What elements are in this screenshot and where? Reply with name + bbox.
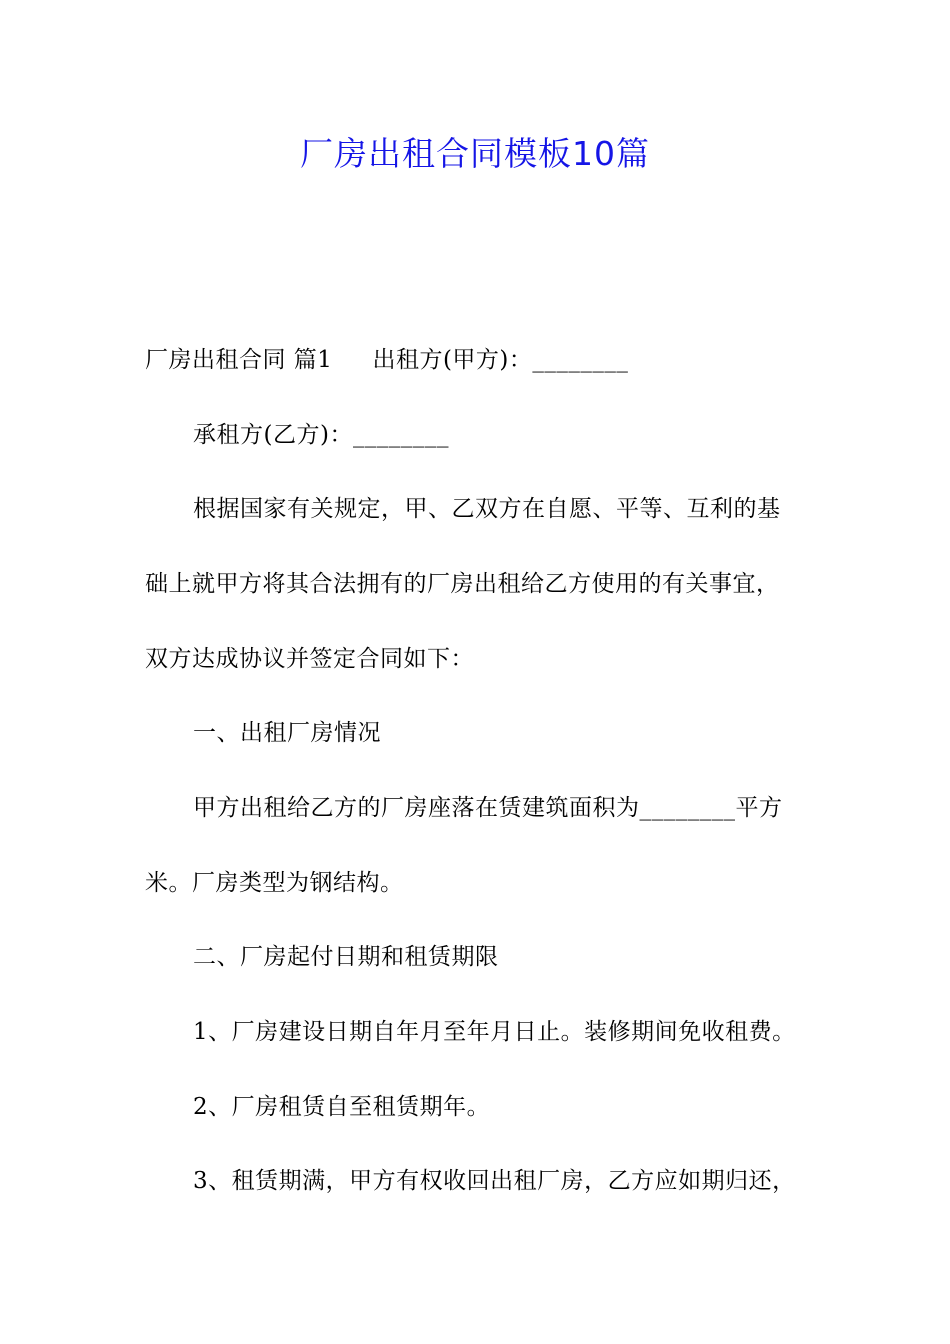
- section-heading: 一、出租厂房情况: [193, 720, 381, 746]
- section-label: 厂房出租合同 篇1: [145, 347, 333, 373]
- heading-line: [145, 340, 628, 380]
- document-title: 厂房出租合同模板10篇: [300, 134, 650, 173]
- lessee-line: 承租方(乙方)：________: [193, 422, 449, 448]
- paragraph-line: 根据国家有关规定，甲、乙双方在自愿、平等、互利的基: [193, 496, 781, 522]
- paragraph-line: 础上就甲方将其合法拥有的厂房出租给乙方使用的有关事宜，: [145, 571, 780, 597]
- paragraph-line: 甲方出租给乙方的厂房座落在赁建筑面积为________平方: [193, 795, 783, 821]
- lessor-line: 出租方(甲方)：________: [372, 347, 629, 373]
- list-item: 2、厂房租赁自至租赁期年。: [193, 1094, 491, 1120]
- list-item: 1、厂房建设日期自年月至年月日止。装修期间免收租费。: [193, 1019, 796, 1045]
- list-item: 3、租赁期满，甲方有权收回出租厂房，乙方应如期归还，: [193, 1168, 796, 1194]
- paragraph-line: 双方达成协议并签定合同如下：: [145, 646, 474, 672]
- paragraph-line: 米。厂房类型为钢结构。: [145, 870, 404, 896]
- section-heading: 二、厂房起付日期和租赁期限: [193, 944, 499, 970]
